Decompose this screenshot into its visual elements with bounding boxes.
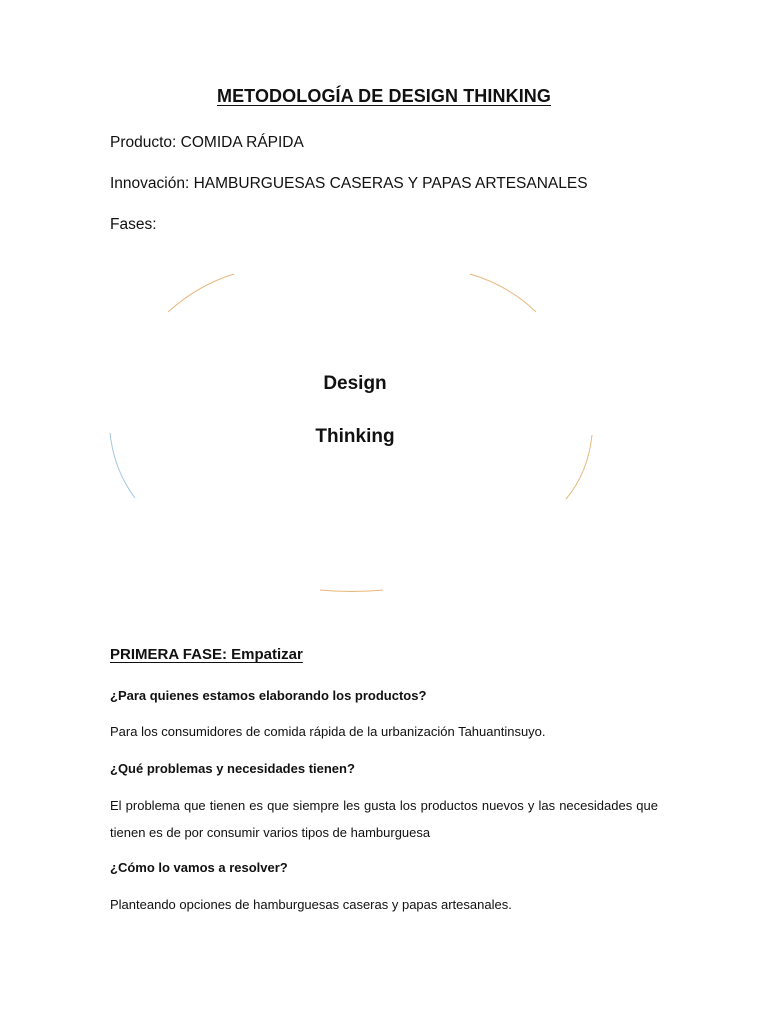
document-title: METODOLOGÍA DE DESIGN THINKING [216, 86, 551, 106]
fases-label: Fases: [110, 216, 157, 233]
answer-2: El problema que tienen es que siempre les gusta los productos nuevos y las necesidades que tienen es de por consumir varios tipos de hamburguesa [110, 798, 658, 840]
producto-line [110, 134, 304, 152]
answer-1: Para los consumidores de comida rápida de la urbanización Tahuantinsuyo. [110, 724, 546, 739]
question-1: ¿Para quienes estamos elaborando los productos? [110, 688, 427, 703]
innovacion-line [110, 175, 588, 193]
question-2: ¿Qué problemas y necesidades tienen? [110, 761, 355, 776]
design-thinking-diagram [100, 255, 610, 600]
arc-bottom [320, 590, 383, 592]
answer-3: Planteando opciones de hamburguesas caseras y papas artesanales. [110, 897, 512, 912]
producto-value: COMIDA RÁPIDA [180, 134, 304, 151]
fases-line [110, 216, 157, 234]
question-3: ¿Cómo lo vamos a resolver? [110, 860, 288, 875]
center-word-thinking: Thinking [315, 426, 395, 447]
center-word-design: Design [323, 373, 387, 394]
section-heading: PRIMERA FASE: Empatizar [110, 646, 303, 663]
innovacion-value: HAMBURGUESAS CASERAS Y PAPAS ARTESANALES [193, 175, 588, 192]
arc-top-left [168, 274, 234, 312]
arc-top-right [470, 274, 536, 312]
producto-label: Producto: [110, 134, 177, 151]
innovacion-label: Innovación: [110, 175, 190, 192]
